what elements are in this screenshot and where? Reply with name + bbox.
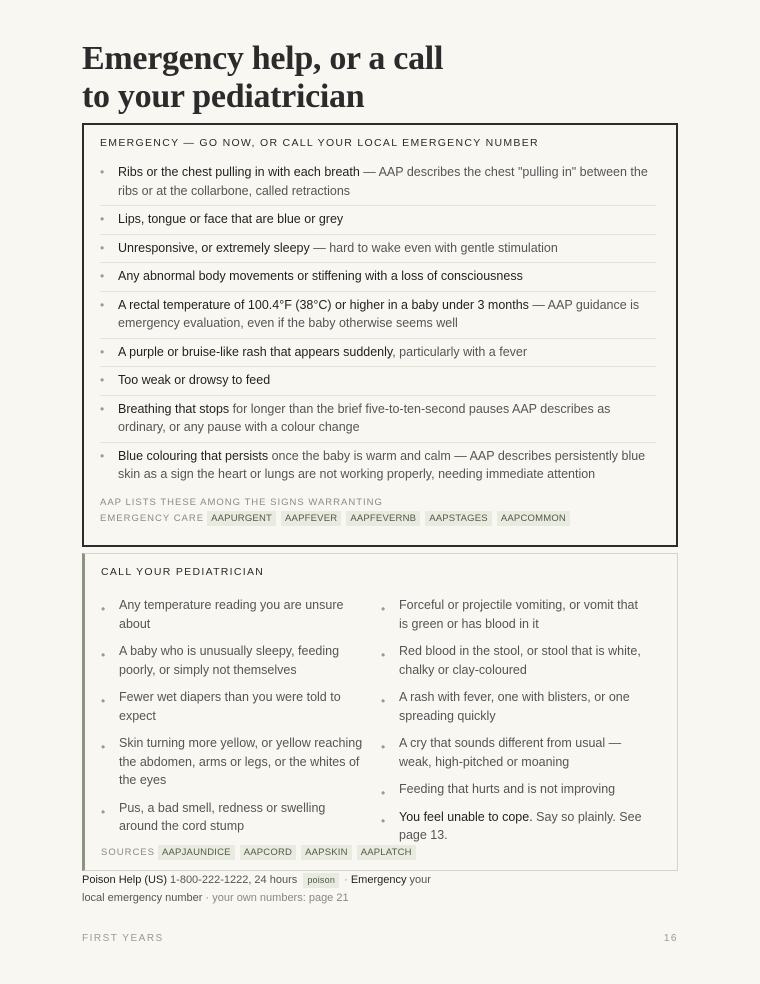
pediatrician-box [82,553,678,871]
pediatrician-sources [101,845,418,862]
list-item [381,808,661,845]
bullet-icon: • [101,602,106,616]
emergency-heading: EMERGENCY — GO NOW, OR CALL YOUR LOCAL EMERGENCY NUMBER [100,137,539,149]
bullet-icon: • [100,401,105,416]
bullet-icon: • [100,269,105,283]
list-item [381,688,661,725]
pediatrician-left-column [101,596,381,854]
poison-help-label: Poison Help (US) [82,874,167,886]
item-text: Any temperature reading you are unsure about [119,598,344,631]
list-item [100,263,656,292]
item-text: Skin turning more yellow, or yellow reaching the abdomen, arms or legs, or the whites of the eyes [119,736,363,787]
page-number: 16 [663,933,678,944]
emergency-sources [100,495,656,528]
source-tag[interactable]: AAPCORD [240,845,296,860]
pediatrician-heading: CALL YOUR PEDIATRICIAN [101,566,265,578]
item-text: Fewer wet diapers than you were told to expect [119,690,341,723]
bullet-icon: • [381,786,386,800]
list-item [100,396,656,443]
bullet-icon: • [100,344,105,359]
bullet-icon: • [381,648,386,662]
emergency-list [100,159,656,489]
contact-note [82,872,442,906]
list-item [101,799,381,836]
bullet-icon: • [381,740,386,754]
bullet-icon: • [100,297,105,312]
item-emphasis: A rectal temperature of 100.4°F (38°C) or higher in a baby under 3 months [118,297,529,312]
item-emphasis: Breathing that stops [118,401,230,416]
source-tag[interactable]: AAPJAUNDICE [158,845,235,860]
bullet-icon: • [100,240,105,255]
poison-tag[interactable]: poison [303,873,339,888]
list-item [100,339,656,368]
separator: · [202,892,213,904]
bullet-icon: • [100,448,105,463]
title-line-1: Emergency help, or a call [82,40,444,77]
item-text: — AAP guidance is emergency evaluation, even if the baby otherwise seems well [118,297,640,330]
item-emphasis: Lips, tongue or face that are blue or grey [118,212,344,226]
item-text: for longer than the brief five-to-ten-second pauses AAP describes as ordinary, or any pause with a colour change [118,401,611,434]
emergency-tags [100,511,656,528]
item-emphasis: Ribs or the chest pulling in with each breath [118,165,360,179]
item-emphasis: You feel unable to cope. [399,809,533,824]
list-item [100,159,656,206]
pediatrician-right-column [381,596,661,854]
bullet-icon: • [100,212,105,226]
page-footer [82,933,678,944]
item-text: A cry that sounds different from usual — weak, high-pitched or moaning [399,736,622,769]
pediatrician-sources-label: SOURCES [101,847,155,858]
item-emphasis: A purple or bruise-like rash that appears suddenly [118,344,393,359]
bullet-icon: • [381,694,386,708]
source-tag[interactable]: AAPFEVER [281,511,341,526]
emergency-box [82,123,678,547]
item-emphasis: Too weak or drowsy to feed [118,373,271,387]
item-emphasis: Any abnormal body movements or stiffening with a loss of consciousness [118,269,523,283]
item-text: Say so plainly. See page 13. [399,809,642,842]
list-item [100,367,656,396]
emergency-sources-label: AAP LISTS THESE AMONG THE SIGNS WARRANTING [100,496,383,508]
item-text: Pus, a bad smell, redness or swelling around the cord stump [119,800,326,833]
emergency-text: your local emergency number [82,874,431,904]
list-item [381,780,661,799]
emergency-label: Emergency [350,874,407,886]
source-tag[interactable]: AAPLATCH [357,845,416,860]
bullet-icon: • [381,813,386,828]
list-item [101,688,381,725]
item-text: , particularly with a fever [392,344,528,359]
list-item [101,596,381,633]
list-item [101,642,381,679]
item-text: — AAP describes the chest "pulling in" between the ribs or at the collarbone, called retractions [118,165,648,198]
emergency-sources-label-2: EMERGENCY CARE [100,512,205,524]
poison-help-number: 1-800-222-1222, 24 hours [166,874,298,886]
source-tag[interactable]: AAPSKIN [301,845,352,860]
bullet-icon: • [101,740,106,754]
list-item [100,292,656,339]
item-emphasis: Unresponsive, or extremely sleepy [118,240,310,255]
title-line-2: to your pediatrician [82,78,365,115]
page-title [82,40,642,116]
item-text: Feeding that hurts and is not improving [399,782,616,796]
list-item [381,734,661,771]
source-tag[interactable]: AAPCOMMON [497,511,570,526]
bullet-icon: • [101,804,106,819]
item-text: Forceful or projectile vomiting, or vomit that is green or has blood in it [399,598,638,631]
bullet-icon: • [101,648,106,662]
list-item [101,734,381,790]
bullet-icon: • [100,165,105,179]
bullet-icon: • [381,602,386,616]
source-tag[interactable]: AAPSTAGES [425,511,492,526]
item-emphasis: Blue colouring that persists [118,448,269,463]
list-item [381,642,661,679]
bullet-icon: • [101,694,106,708]
source-tag[interactable]: AAPFEVERNB [346,511,420,526]
item-text: — hard to wake even with gentle stimulation [309,240,558,255]
item-text: A baby who is unusually sleepy, feeding poorly, or simply not themselves [119,644,340,677]
list-item [100,235,656,264]
list-item [100,206,656,235]
separator: · [341,874,351,886]
list-item [100,443,656,489]
source-tag[interactable]: AAPURGENT [207,511,276,526]
item-text: once the baby is warm and calm — AAP describes persistently blue skin as a sign the heart or lungs are not working properly, needing immediate attention [118,448,646,481]
list-item [381,596,661,633]
item-text: Red blood in the stool, or stool that is white, chalky or clay-coloured [399,644,641,677]
running-title: FIRST YEARS [82,933,164,944]
own-numbers-link[interactable]: your own numbers: page 21 [212,892,349,904]
item-text: A rash with fever, one with blisters, or one spreading quickly [399,690,630,723]
bullet-icon: • [100,373,105,387]
